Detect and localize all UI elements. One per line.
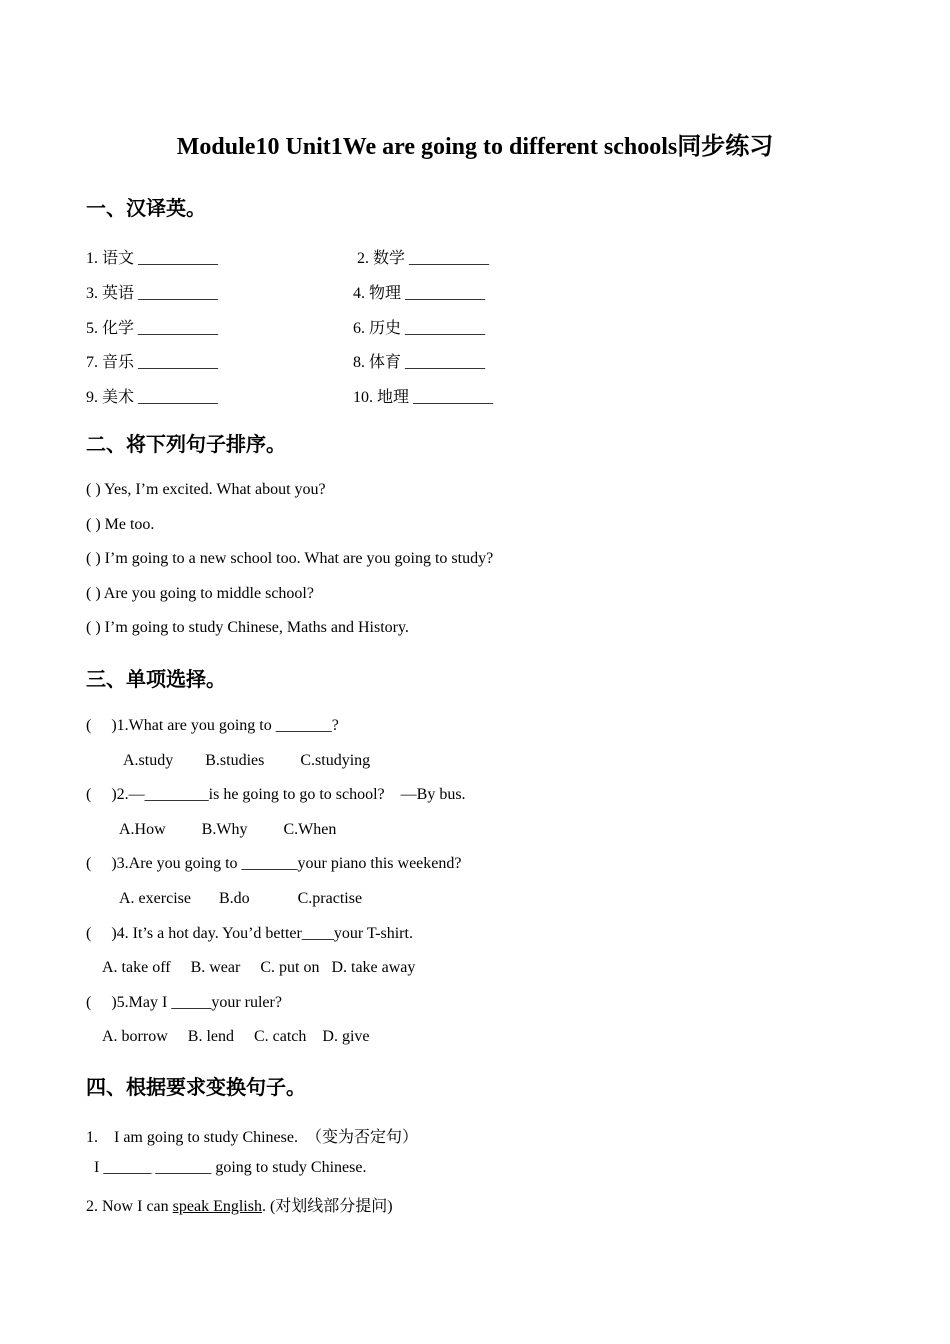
section-heading-choice: 三、单项选择。 bbox=[86, 667, 226, 691]
choice-question-1: ( )1.What are you going to _______? bbox=[86, 717, 339, 734]
transform-question-2-prefix: 2. Now I can bbox=[86, 1198, 173, 1215]
section-heading-order: 二、将下列句子排序。 bbox=[86, 432, 286, 456]
transform-question-2 bbox=[86, 1193, 393, 1216]
order-item-2: ( ) Me too. bbox=[86, 516, 155, 533]
page-title: Module10 Unit1We are going to different schools同步练习 bbox=[176, 134, 774, 160]
translate-item-10: 10. 地理 __________ bbox=[353, 389, 494, 406]
choice-options-2: A.How B.Why C.When bbox=[119, 821, 337, 838]
translate-item-8: 8. 体育 __________ bbox=[353, 354, 486, 371]
translate-item-3: 3. 英语 __________ bbox=[86, 285, 219, 302]
translate-item-2: 2. 数学 __________ bbox=[353, 250, 490, 267]
translate-item-4: 4. 物理 __________ bbox=[353, 285, 486, 302]
transform-question-2-suffix: . (对划线部分提问) bbox=[261, 1198, 393, 1215]
choice-question-3: ( )3.Are you going to _______your piano this weekend? bbox=[86, 855, 462, 872]
order-item-1: ( ) Yes, I’m excited. What about you? bbox=[86, 481, 326, 498]
order-item-3: ( ) I’m going to a new school too. What are you going to study? bbox=[86, 550, 494, 567]
transform-question-1: 1. I am going to study Chinese. （变为否定句） bbox=[86, 1129, 418, 1146]
choice-question-5: ( )5.May I _____your ruler? bbox=[86, 994, 282, 1011]
choice-options-5: A. borrow B. lend C. catch D. give bbox=[102, 1028, 370, 1045]
choice-options-4: A. take off B. wear C. put on D. take away bbox=[102, 959, 416, 976]
translate-item-1: 1. 语文 __________ bbox=[86, 250, 219, 267]
translate-item-7: 7. 音乐 __________ bbox=[86, 354, 219, 371]
translate-item-9: 9. 美术 __________ bbox=[86, 389, 219, 406]
section-heading-transform: 四、根据要求变换句子。 bbox=[86, 1075, 306, 1099]
choice-options-1: A.study B.studies C.studying bbox=[123, 752, 371, 769]
transform-answer-1: I ______ _______ going to study Chinese. bbox=[94, 1159, 367, 1176]
section-heading-translate: 一、汉译英。 bbox=[86, 196, 206, 220]
choice-options-3: A. exercise B.do C.practise bbox=[119, 890, 363, 907]
choice-question-2: ( )2.—________is he going to go to school? —By bus. bbox=[86, 786, 466, 803]
order-item-5: ( ) I’m going to study Chinese, Maths and History. bbox=[86, 619, 409, 636]
translate-item-5: 5. 化学 __________ bbox=[86, 320, 219, 337]
transform-question-2-underlined: speak English bbox=[172, 1198, 262, 1215]
translate-item-6: 6. 历史 __________ bbox=[353, 320, 486, 337]
choice-question-4: ( )4. It’s a hot day. You’d better____your T-shirt. bbox=[86, 925, 413, 942]
order-item-4: ( ) Are you going to middle school? bbox=[86, 585, 314, 602]
